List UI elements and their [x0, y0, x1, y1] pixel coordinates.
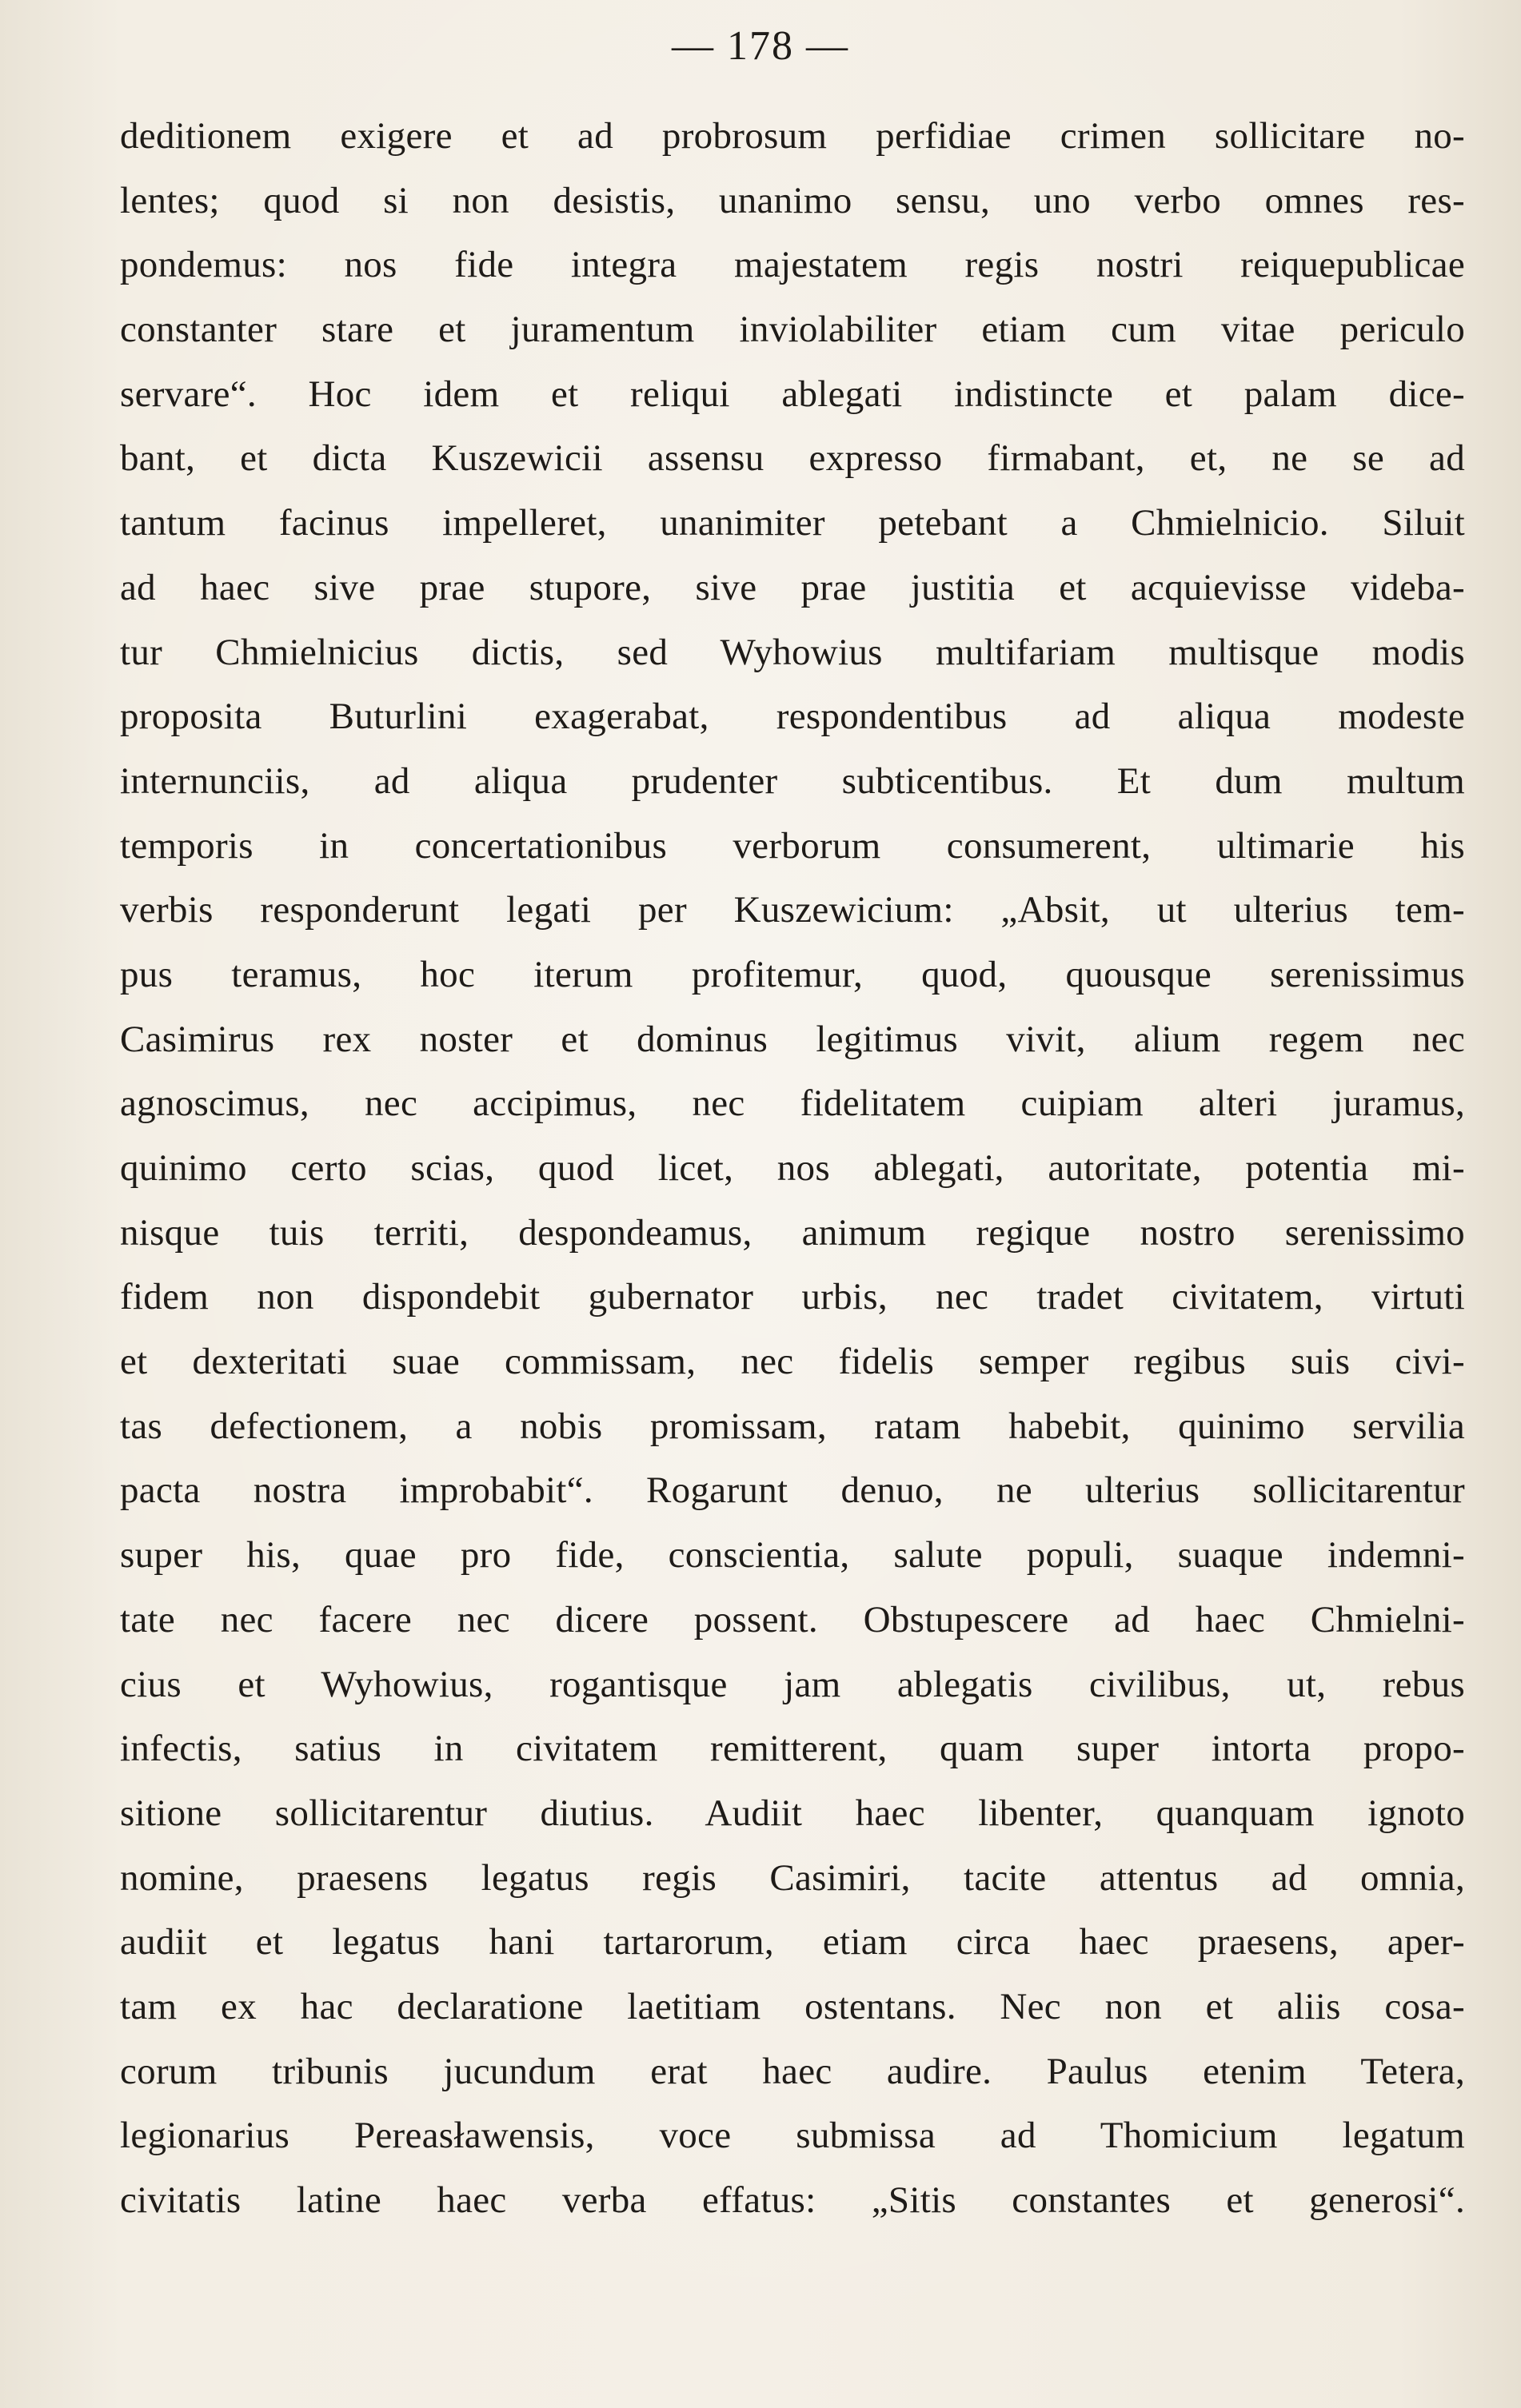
text-line: super his, quae pro fide, conscientia, salute populi, suaque indemni-: [120, 1534, 1465, 1577]
text-line: verbis responderunt legati per Kuszewicium: „Absit, ut ulterius tem-: [120, 889, 1465, 931]
page-number: — 178 —: [672, 23, 849, 69]
text-line: ad haec sive prae stupore, sive prae justitia et acquievisse videba-: [120, 566, 1465, 608]
text-line: proposita Buturlini exagerabat, respondentibus ad aliqua modeste: [120, 696, 1465, 738]
text-line: tantum facinus impelleret, unanimiter petebant a Chmielnicio. Siluit: [120, 502, 1465, 544]
text-line: legionarius Pereasławensis, voce submissa ad Thomicium legatum: [120, 2115, 1465, 2157]
text-line: infectis, satius in civitatem remitterent, quam super intorta propo-: [120, 1728, 1465, 1770]
text-line: temporis in concertationibus verborum consumerent, ultimarie his: [120, 824, 1465, 867]
text-line: Casimirus rex noster et dominus legitimus vivit, alium regem nec: [120, 1018, 1465, 1060]
text-line: fidem non dispondebit gubernator urbis, nec tradet civitatem, virtuti: [120, 1276, 1465, 1318]
text-line: tas defectionem, a nobis promissam, ratam habebit, quinimo servilia: [120, 1405, 1465, 1447]
text-line: pacta nostra improbabit“. Rogarunt denuo, ne ulterius sollicitarentur: [120, 1469, 1465, 1512]
text-line: nisque tuis territi, despondeamus, animum regique nostro serenissimo: [120, 1211, 1465, 1254]
text-line: quinimo certo scias, quod licet, nos ablegati, autoritate, potentia mi-: [120, 1147, 1465, 1189]
text-line: pus teramus, hoc iterum profitemur, quod, quousque serenissimus: [120, 953, 1465, 995]
text-line: tam ex hac declaratione laetitiam ostentans. Nec non et aliis cosa-: [120, 1985, 1465, 2027]
text-line: cius et Wyhowius, rogantisque jam ablegatis civilibus, ut, rebus: [120, 1663, 1465, 1705]
text-line: tate nec facere nec dicere possent. Obstupescere ad haec Chmielni-: [120, 1598, 1465, 1641]
text-line: et dexteritati suae commissam, nec fidelis semper regibus suis civi-: [120, 1341, 1465, 1383]
text-line: deditionem exigere et ad probrosum perfidiae crimen sollicitare no-: [120, 115, 1465, 157]
text-line: audiit et legatus hani tartarorum, etiam circa haec praesens, aper-: [120, 1921, 1465, 1963]
text-line: sitione sollicitarentur diutius. Audiit haec libenter, quanquam ignoto: [120, 1792, 1465, 1834]
text-line: internunciis, ad aliqua prudenter subticentibus. Et dum multum: [120, 759, 1465, 802]
text-line: agnoscimus, nec accipimus, nec fidelitatem cuipiam alteri juramus,: [120, 1082, 1465, 1125]
text-line: servare“. Hoc idem et reliqui ablegati indistincte et palam dice-: [120, 373, 1465, 415]
text-line: civitatis latine haec verba effatus: „Sitis constantes et generosi“.: [120, 2179, 1465, 2221]
body-text: [120, 104, 1465, 2233]
text-line: lentes; quod si non desistis, unanimo sensu, uno verbo omnes res-: [120, 179, 1465, 221]
text-line: pondemus: nos fide integra majestatem regis nostri reiquepublicae: [120, 244, 1465, 286]
text-line: bant, et dicta Kuszewicii assensu expresso firmabant, et, ne se ad: [120, 437, 1465, 480]
text-line: nomine, praesens legatus regis Casimiri, tacite attentus ad omnia,: [120, 1856, 1465, 1899]
text-line: constanter stare et juramentum inviolabiliter etiam cum vitae periculo: [120, 309, 1465, 351]
text-line: corum tribunis jucundum erat haec audire. Paulus etenim Tetera,: [120, 2050, 1465, 2092]
text-line: tur Chmielnicius dictis, sed Wyhowius multifariam multisque modis: [120, 631, 1465, 673]
